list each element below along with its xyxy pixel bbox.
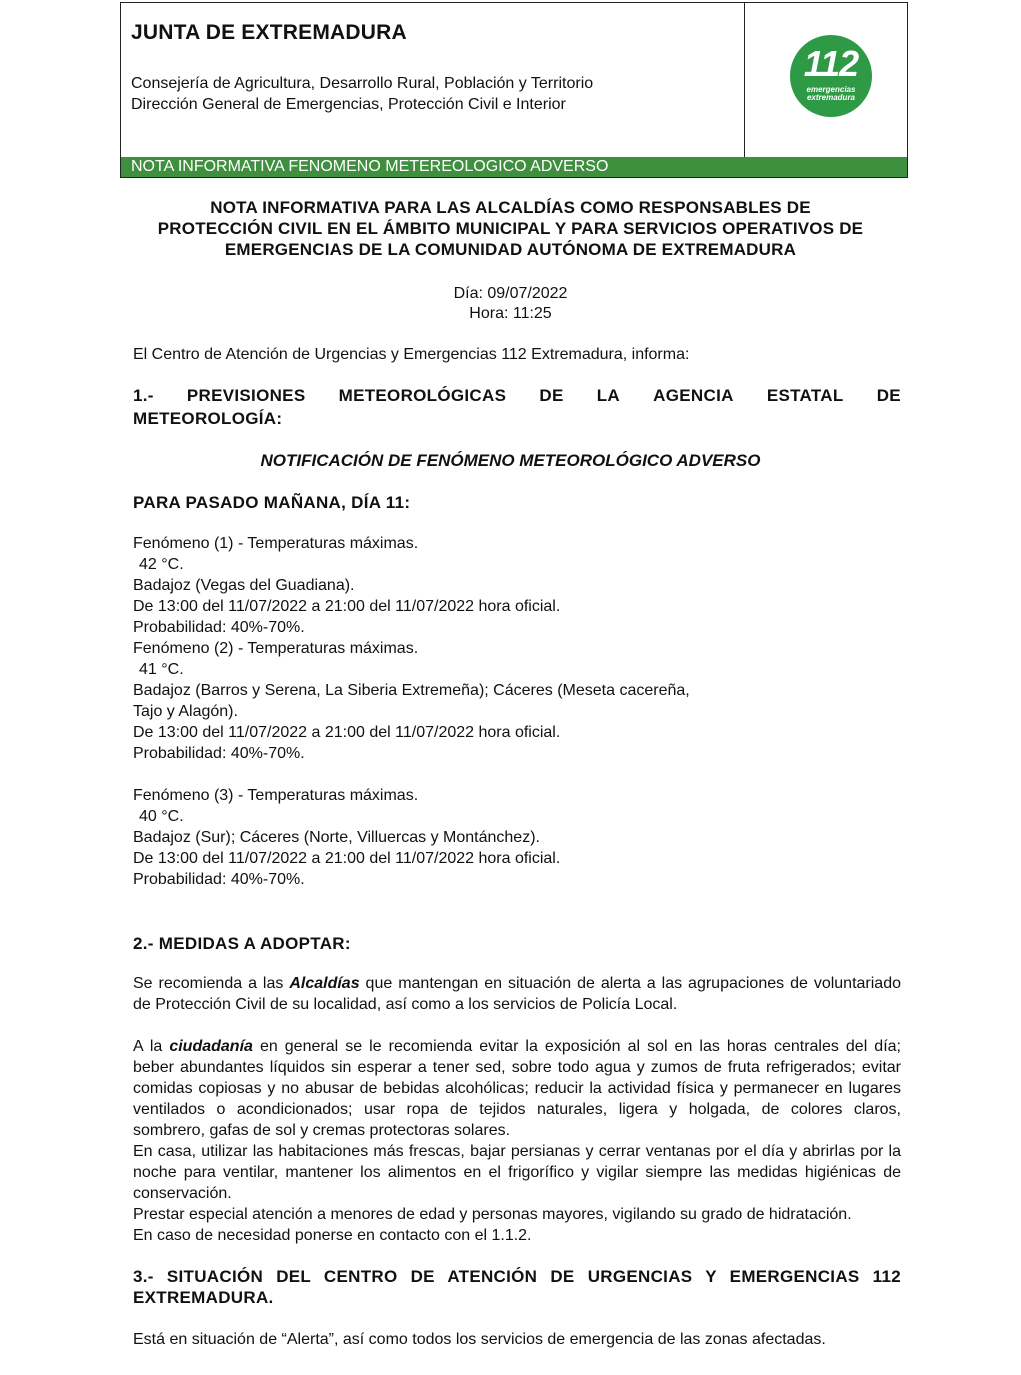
- phenomenon-1-zone: Badajoz (Vegas del Guadiana).: [133, 577, 355, 594]
- emphasis-ciudadania: ciudadanía: [169, 1038, 253, 1055]
- measures-paragraph-2-line-4: ventilados o acondicionados; usar ropa de tejidos naturales, ligera y holgada, de colores claros,: [133, 1101, 901, 1118]
- measures-paragraph-1-line-1: [133, 975, 901, 993]
- emergencias-112-logo: [790, 35, 872, 117]
- phenomenon-1-title: Fenómeno (1) - Temperaturas máximas.: [133, 535, 419, 552]
- measures-paragraph-2-line-1: [133, 1038, 901, 1056]
- section-1-heading-line-2: METEOROLOGÍA:: [133, 409, 283, 428]
- heading-word: AGENCIA: [653, 386, 734, 405]
- intro-text: El Centro de Atención de Urgencias y Emergencias 112 Extremadura, informa:: [133, 346, 690, 363]
- measures-paragraph-2-line-3: comidas copiosas y no abusar de bebidas alcohólicas; reducir la actividad física y permanecer en lugares: [133, 1080, 901, 1097]
- measures-paragraph-3-line-1: En casa, utilizar las habitaciones más frescas, bajar persianas y cerrar ventanas por el día y abrirlas por la: [133, 1143, 901, 1160]
- phenomenon-3-zone: Badajoz (Sur); Cáceres (Norte, Villuercas y Montánchez).: [133, 829, 540, 846]
- heading-word: METEOROLÓGICAS: [338, 386, 507, 405]
- header-band: NOTA INFORMATIVA FENOMENO METEREOLOGICO ADVERSO: [121, 157, 907, 177]
- text-run: Se recomienda a las: [133, 975, 290, 992]
- phenomenon-3-period: De 13:00 del 11/07/2022 a 21:00 del 11/07/2022 hora oficial.: [133, 850, 561, 867]
- issue-date: Día: 09/07/2022: [453, 285, 568, 302]
- phenomenon-2-zone-2: Tajo y Alagón).: [133, 703, 238, 720]
- org-title: JUNTA DE EXTREMADURA: [131, 21, 407, 44]
- heading-word: LA: [596, 386, 621, 405]
- measures-paragraph-4: Prestar especial atención a menores de edad y personas mayores, vigilando su grado de hidratación.: [133, 1206, 852, 1223]
- title-line-2: PROTECCIÓN CIVIL EN EL ÁMBITO MUNICIPAL Y PARA SERVICIOS OPERATIVOS DE: [157, 219, 864, 238]
- heading-word: PREVISIONES: [186, 386, 306, 405]
- measures-paragraph-5: En caso de necesidad ponerse en contacto con el 1.1.2.: [133, 1227, 532, 1244]
- department-line-1: Consejería de Agricultura, Desarrollo Rural, Población y Territorio: [131, 75, 594, 92]
- logo-subtitle-1: emergencias: [806, 85, 856, 94]
- emphasis-alcaldias: Alcaldías: [289, 975, 360, 992]
- phenomenon-2-title: Fenómeno (2) - Temperaturas máximas.: [133, 640, 419, 657]
- department-line-2: Dirección General de Emergencias, Protección Civil e Interior: [131, 96, 566, 113]
- section-1-heading: [133, 386, 901, 406]
- section-3-heading-line-2: EXTREMADURA.: [133, 1288, 274, 1307]
- forecast-subheading: PARA PASADO MAÑANA, DÍA 11:: [133, 493, 411, 512]
- title-line-3: EMERGENCIAS DE LA COMUNIDAD AUTÓNOMA DE EXTREMADURA: [224, 240, 797, 259]
- phenomenon-2-value: 41 °C.: [139, 661, 184, 678]
- heading-word: ESTATAL: [766, 386, 844, 405]
- phenomenon-1-probability: Probabilidad: 40%-70%.: [133, 619, 305, 636]
- phenomenon-3-probability: Probabilidad: 40%-70%.: [133, 871, 305, 888]
- phenomenon-2-zone-1: Badajoz (Barros y Serena, La Siberia Extremeña); Cáceres (Meseta cacereña,: [133, 682, 690, 699]
- phenomenon-2-probability: Probabilidad: 40%-70%.: [133, 745, 305, 762]
- document-header: [120, 2, 908, 178]
- phenomenon-2-period: De 13:00 del 11/07/2022 a 21:00 del 11/07/2022 hora oficial.: [133, 724, 561, 741]
- phenomenon-1-value: 42 °C.: [139, 556, 184, 573]
- logo-number: 112: [803, 43, 859, 84]
- header-text-cell: [121, 3, 745, 157]
- phenomenon-3-title: Fenómeno (3) - Temperaturas máximas.: [133, 787, 419, 804]
- heading-word: DE: [876, 386, 901, 405]
- section-2-heading: 2.- MEDIDAS A ADOPTAR:: [133, 934, 351, 953]
- section-3-text: Está en situación de “Alerta”, así como todos los servicios de emergencia de las zonas afectadas.: [133, 1331, 826, 1348]
- notification-title: NOTIFICACIÓN DE FENÓMENO METEOROLÓGICO ADVERSO: [260, 451, 761, 470]
- text-run: que mantengan en situación de alerta a las agrupaciones de voluntariado: [359, 975, 902, 992]
- heading-word: DE: [539, 386, 564, 405]
- text-run: en general se le recomienda evitar la exposición al sol en las horas centrales del día;: [252, 1038, 901, 1055]
- measures-paragraph-3-line-2: noche para ventilar, mantener los alimentos en el frigorífico y vigilar siempre las medidas higiénicas de: [133, 1164, 901, 1181]
- text-run: A la: [133, 1038, 170, 1055]
- measures-paragraph-3-line-3: conservación.: [133, 1185, 232, 1202]
- measures-paragraph-2-line-2: beber abundantes líquidos sin esperar a tener sed, sobre todo agua y zumos de fruta refrigerados; evitar: [133, 1059, 901, 1076]
- phenomenon-1-period: De 13:00 del 11/07/2022 a 21:00 del 11/07/2022 hora oficial.: [133, 598, 561, 615]
- logo-subtitle-2: extremadura: [806, 93, 856, 102]
- measures-paragraph-2-line-5: sombrero, gafas de sol y cremas protectoras solares.: [133, 1122, 511, 1139]
- issue-time: Hora: 11:25: [469, 305, 552, 322]
- phenomenon-3-value: 40 °C.: [139, 808, 184, 825]
- header-logo-cell: [745, 3, 907, 157]
- title-line-1: NOTA INFORMATIVA PARA LAS ALCALDÍAS COMO RESPONSABLES DE: [210, 198, 811, 217]
- heading-word: 1.-: [133, 386, 154, 405]
- section-3-heading-line-1: 3.- SITUACIÓN DEL CENTRO DE ATENCIÓN DE URGENCIAS Y EMERGENCIAS 112: [133, 1267, 901, 1286]
- measures-paragraph-1-line-2: de Protección Civil de su localidad, así como a los servicios de Policía Local.: [133, 996, 678, 1013]
